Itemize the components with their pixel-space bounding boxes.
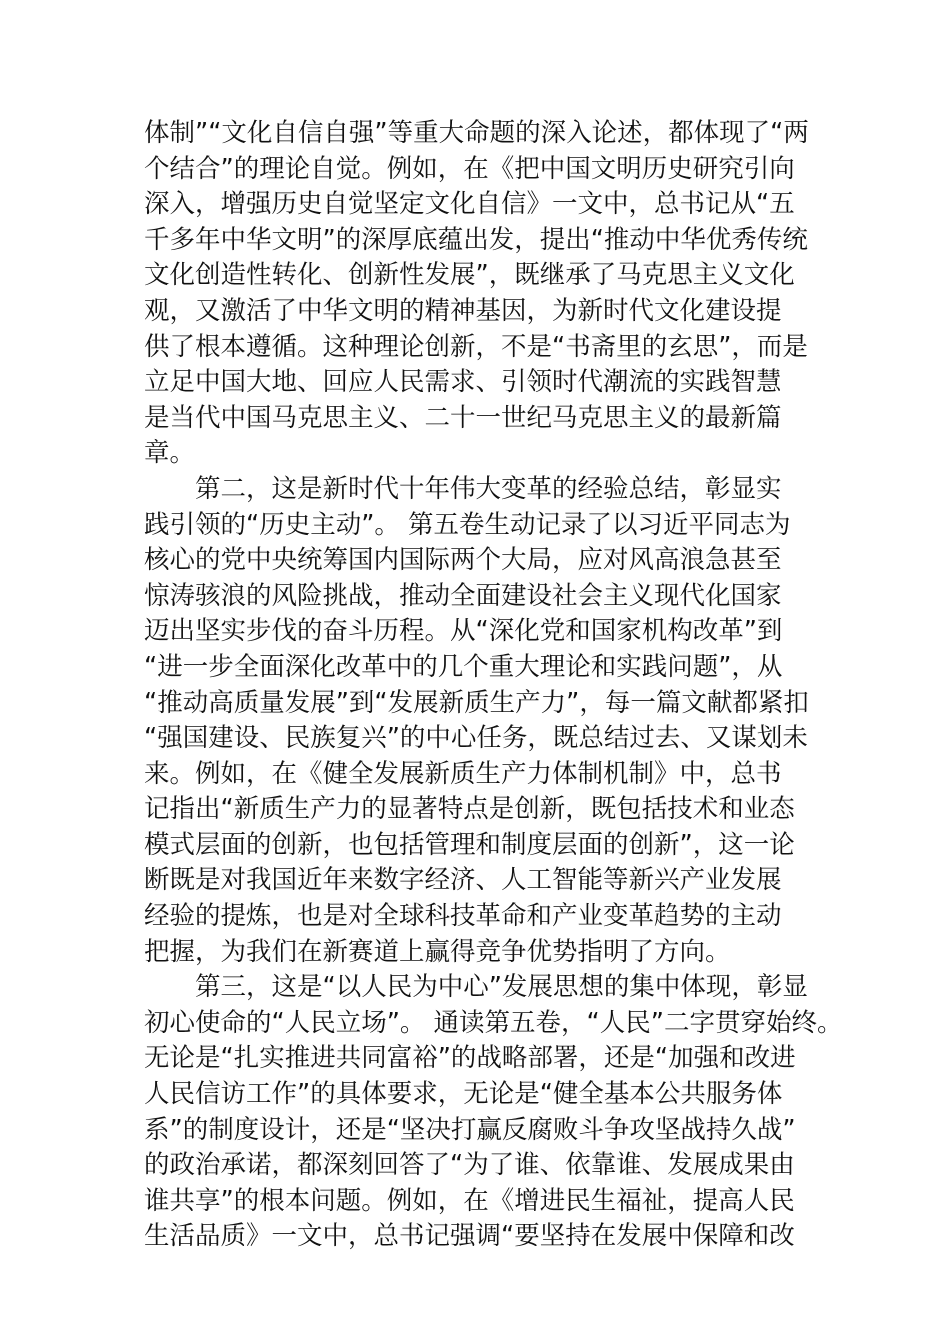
text-line: 立足中国大地、回应人民需求、引领时代潮流的实践智慧	[144, 367, 782, 398]
text-line: 章。	[144, 438, 196, 469]
text-line: 经验的提炼，也是对全球科技革命和产业变革趋势的主动	[144, 901, 782, 932]
text-line: 谁共享”的根本问题。例如，在《增进民生福祉，提高人民	[144, 1185, 795, 1216]
text-line: 千多年中华文明”的深厚底蕴出发，提出“推动中华优秀传统	[144, 224, 808, 255]
text-line: 观，又激活了中华文明的精神基因，为新时代文化建设提	[144, 295, 782, 326]
text-line: 无论是“扎实推进共同富裕”的战略部署，还是“加强和改进	[144, 1043, 796, 1074]
text-line: 是当代中国马克思主义、二十一世纪马克思主义的最新篇	[144, 402, 782, 433]
text-line: 迈出坚实步伐的奋斗历程。从“深化党和国家机构改革”到	[144, 616, 783, 647]
text-line: 模式层面的创新，也包括管理和制度层面的创新”，这一论	[144, 829, 795, 860]
text-line: “进一步全面深化改革中的几个重大理论和实践问题”，从	[144, 651, 783, 682]
text-line: 个结合”的理论自觉。例如，在《把中国文明历史研究引向	[144, 153, 795, 184]
text-line: 初心使命的“人民立场”。 通读第五卷，“人民”二字贯穿始终。	[144, 1007, 843, 1038]
text-line: 来。例如，在《健全发展新质生产力体制机制》中，总书	[144, 758, 782, 789]
document-body	[144, 116, 843, 1255]
paragraph-start-line: 第三，这是“以人民为中心”发展思想的集中体现，彰显	[195, 972, 808, 1003]
text-line: 惊涛骇浪的风险挑战，推动全面建设社会主义现代化国家	[144, 580, 782, 611]
text-line: 文化创造性转化、创新性发展”，既继承了马克思主义文化	[144, 260, 795, 291]
text-line: 的政治承诺，都深刻回答了“为了谁、依靠谁、发展成果由	[144, 1150, 795, 1181]
text-line: 深入，增强历史自觉坚定文化自信》一文中，总书记从“五	[144, 189, 795, 220]
text-line: 系”的制度设计，还是“坚决打赢反腐败斗争攻坚战持久战”	[144, 1114, 796, 1145]
text-line: “强国建设、民族复兴”的中心任务，既总结过去、又谋划未	[144, 723, 808, 754]
text-line: 断既是对我国近年来数字经济、人工智能等新兴产业发展	[144, 865, 782, 896]
paragraph-start-line: 第二，这是新时代十年伟大变革的经验总结，彰显实	[195, 473, 782, 504]
text-line: 体制”“文化自信自强”等重大命题的深入论述，都体现了“两	[144, 118, 809, 148]
text-line: 生活品质》一文中，总书记强调“要坚持在发展中保障和改	[144, 1221, 795, 1252]
text-line: 核心的党中央统筹国内国际两个大局，应对风高浪急甚至	[144, 545, 782, 576]
text-line: 人民信访工作”的具体要求，无论是“健全基本公共服务体	[144, 1079, 783, 1110]
text-line: 记指出“新质生产力的显著特点是创新，既包括技术和业态	[144, 794, 795, 825]
text-line: 供了根本遵循。这种理论创新，不是“书斋里的玄思”，而是	[144, 331, 808, 362]
text-line: 把握，为我们在新赛道上赢得竞争优势指明了方向。	[144, 936, 731, 967]
text-line: “推动高质量发展”到“发展新质生产力”，每一篇文献都紧扣	[144, 687, 809, 718]
text-line: 践引领的“历史主动”。 第五卷生动记录了以习近平同志为	[144, 509, 791, 540]
